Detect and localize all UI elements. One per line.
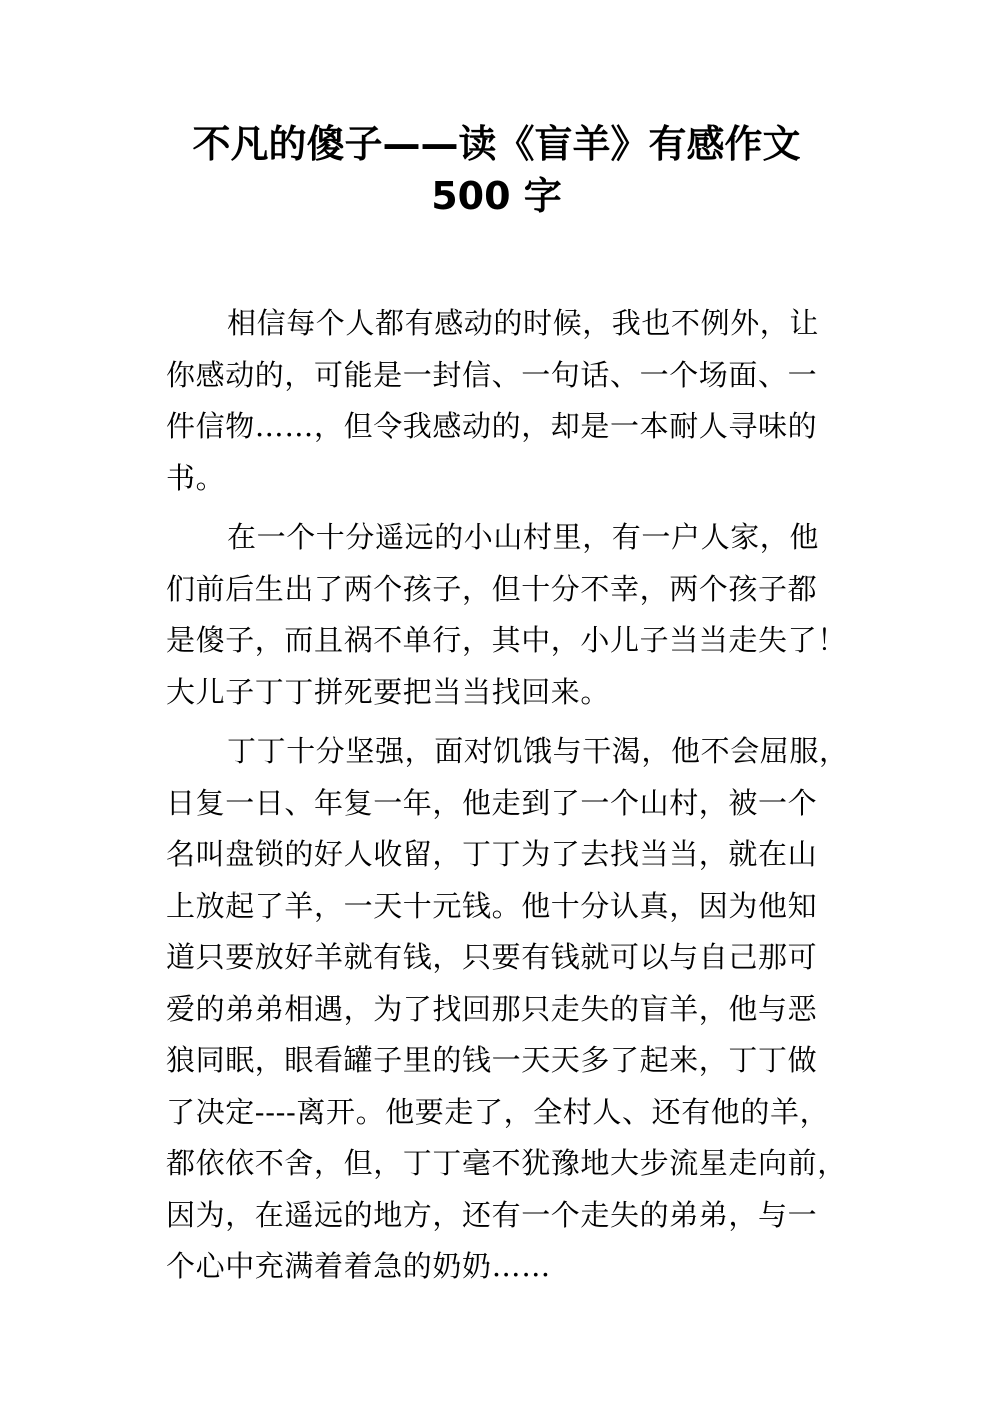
paragraph-gap bbox=[166, 718, 846, 726]
paragraph-2 bbox=[166, 512, 846, 718]
paragraph-line: 在一个十分遥远的小山村里，有一户人家，他 bbox=[227, 520, 820, 554]
article-body bbox=[166, 298, 849, 1293]
paragraph-3 bbox=[166, 726, 849, 1293]
title-line-2: 500 字 bbox=[431, 174, 562, 218]
paragraph-line: 狼同眠，眼看罐子里的钱一天天多了起来，丁丁做 bbox=[166, 1043, 818, 1077]
paragraph-gap bbox=[166, 504, 846, 512]
paragraph-line: 们前后生出了两个孩子，但十分不幸，两个孩子都 bbox=[166, 571, 818, 606]
paragraph-line: 件信物……，但令我感动的，却是一本耐人寻味的 bbox=[166, 409, 818, 443]
paragraph-line: 因为，在遥远的地方，还有一个走失的弟弟，与一 bbox=[166, 1197, 818, 1232]
page-title bbox=[120, 118, 873, 222]
paragraph-line: 道只要放好羊就有钱，只要有钱就可以与自己那可 bbox=[166, 940, 818, 974]
paragraph-1 bbox=[166, 298, 846, 504]
paragraph-line: 日复一日、年复一年，他走到了一个山村，被一个 bbox=[166, 785, 818, 820]
paragraph-line: 爱的弟弟相遇，为了找回那只走失的盲羊，他与恶 bbox=[166, 991, 818, 1026]
paragraph-line: 丁丁十分坚强，面对饥饿与干渴，他不会屈服， bbox=[227, 734, 849, 768]
paragraph-line: 个心中充满着着急的奶奶…… bbox=[166, 1249, 551, 1283]
paragraph-line: 大儿子丁丁拼死要把当当找回来。 bbox=[166, 674, 611, 709]
title-line-1: 不凡的傻子——读《盲羊》有感作文 bbox=[192, 122, 801, 166]
paragraph-line: 是傻子，而且祸不单行，其中，小儿子当当走失了！ bbox=[166, 623, 847, 657]
paragraph-line: 了决定----离开。他要走了，全村人、还有他的羊， bbox=[166, 1094, 830, 1129]
paragraph-line: 你感动的，可能是一封信、一句话、一个场面、一 bbox=[166, 357, 818, 392]
paragraph-line: 都依依不舍，但，丁丁毫不犹豫地大步流星走向前， bbox=[166, 1146, 847, 1180]
paragraph-line: 书。 bbox=[166, 460, 226, 495]
paragraph-line: 相信每个人都有感动的时候，我也不例外，让 bbox=[227, 306, 820, 340]
paragraph-line: 上放起了羊，一天十元钱。他十分认真，因为他知 bbox=[166, 888, 818, 923]
paragraph-line: 名叫盘锁的好人收留，丁丁为了去找当当，就在山 bbox=[166, 837, 818, 871]
